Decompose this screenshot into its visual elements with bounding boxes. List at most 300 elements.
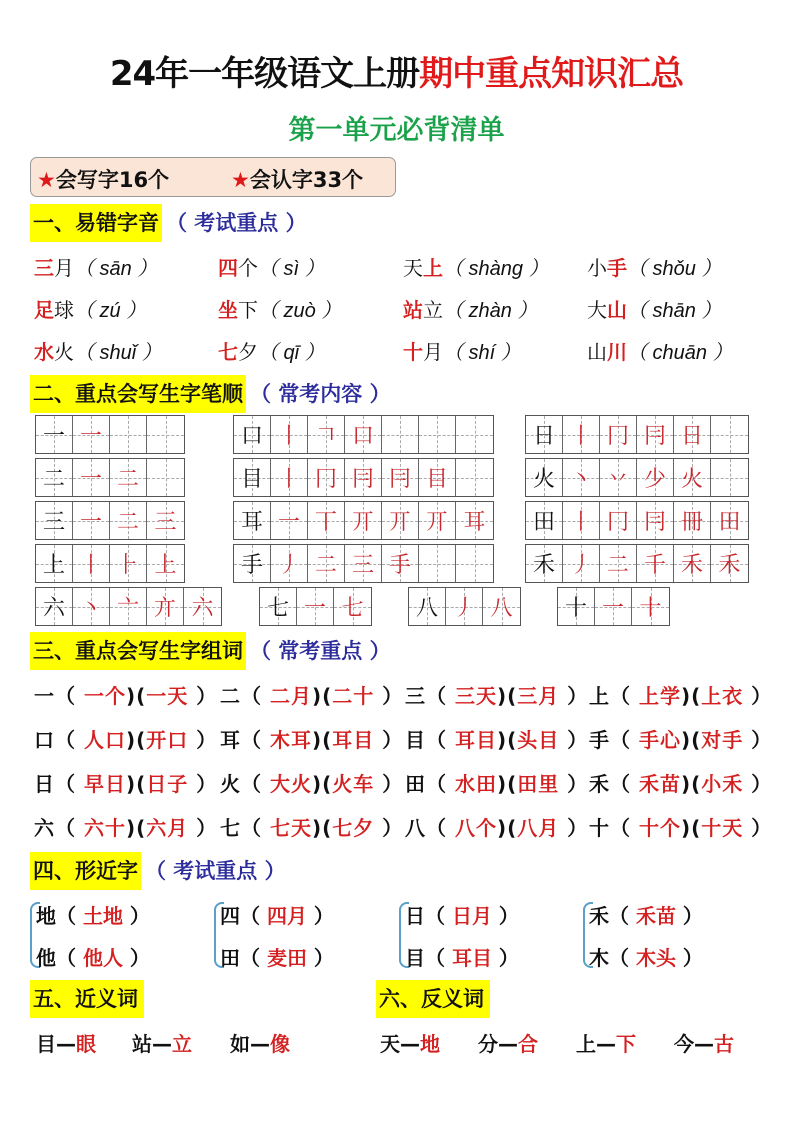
grid-cell-stroke bbox=[73, 588, 110, 625]
pinyin-char: 月 bbox=[423, 340, 443, 364]
stroke-grid-日 bbox=[525, 415, 749, 454]
stroke-step: 耳 bbox=[463, 510, 486, 535]
grid-cell-stroke bbox=[456, 545, 493, 582]
grid-cell-stroke bbox=[637, 459, 674, 496]
antonym-pair bbox=[674, 1028, 734, 1057]
word: 土地 bbox=[82, 904, 123, 928]
stroke-step: 丨 bbox=[569, 510, 592, 535]
stroke-step: 一 bbox=[303, 596, 326, 621]
word: 十个 bbox=[638, 816, 681, 840]
stroke-step: 日 bbox=[680, 424, 703, 449]
pinyin-item bbox=[587, 294, 721, 323]
grid-char: 口 bbox=[240, 424, 263, 449]
word-a: 上 bbox=[576, 1032, 596, 1056]
word: 禾苗 bbox=[635, 904, 676, 928]
base-char: 二 bbox=[220, 684, 241, 708]
pinyin-char: 山 bbox=[607, 298, 627, 322]
grid-cell-stroke bbox=[147, 588, 184, 625]
paren: （ bbox=[426, 728, 455, 752]
pinyin-char: 球 bbox=[54, 298, 74, 322]
dash: — bbox=[56, 1032, 76, 1056]
dash: — bbox=[694, 1032, 714, 1056]
paren: )( bbox=[496, 684, 518, 708]
pinyin-item bbox=[403, 336, 521, 365]
synonym-pair bbox=[36, 1028, 96, 1057]
word-group bbox=[405, 724, 588, 753]
grid-cell-stroke bbox=[110, 588, 147, 625]
paren: )( bbox=[680, 684, 702, 708]
grid-cell-stroke bbox=[271, 459, 308, 496]
word-b: 下 bbox=[616, 1032, 636, 1056]
stroke-step: 一 bbox=[277, 510, 300, 535]
word-group bbox=[220, 724, 403, 753]
paren: （ bbox=[425, 904, 452, 928]
grid-cell-char bbox=[234, 459, 271, 496]
word: 手心 bbox=[638, 728, 681, 752]
grid-char: 七 bbox=[266, 596, 289, 621]
paren: ） bbox=[188, 684, 218, 708]
paren: ） bbox=[122, 904, 150, 928]
word: 一个 bbox=[83, 684, 126, 708]
base-char: 六 bbox=[34, 816, 55, 840]
pinyin-char: 站 bbox=[403, 298, 423, 322]
word-group bbox=[405, 680, 588, 709]
pinyin-reading: （ shuǐ ） bbox=[74, 342, 162, 364]
word: 二月 bbox=[269, 684, 312, 708]
section-heading-6: 六、反义词 bbox=[376, 980, 490, 1018]
stroke-step: 三 bbox=[154, 510, 177, 535]
section-heading-3: 三、重点会写生字组词 （ 常考重点 ） bbox=[30, 632, 391, 670]
stroke-step: 冂 bbox=[314, 467, 337, 492]
word-group bbox=[589, 724, 772, 753]
stroke-step: 二 bbox=[116, 510, 139, 535]
stroke-step: 丷 bbox=[606, 467, 629, 492]
antonym-pair bbox=[380, 1028, 440, 1057]
grid-cell-stroke bbox=[456, 502, 493, 539]
grid-char: 一 bbox=[42, 424, 65, 449]
grid-cell-stroke bbox=[308, 416, 345, 453]
paren: )( bbox=[311, 816, 333, 840]
grid-cell-stroke bbox=[674, 545, 711, 582]
grid-cell-stroke bbox=[147, 459, 184, 496]
paren: （ bbox=[240, 946, 267, 970]
grid-cell-stroke bbox=[419, 459, 456, 496]
grid-cell-stroke bbox=[382, 545, 419, 582]
grid-cell-stroke bbox=[563, 416, 600, 453]
word: 耳目 bbox=[451, 946, 492, 970]
grid-cell-stroke bbox=[419, 545, 456, 582]
pinyin-char: 个 bbox=[238, 256, 258, 280]
grid-cell-stroke bbox=[711, 502, 748, 539]
stroke-step: 丨 bbox=[277, 467, 300, 492]
paren: ） bbox=[559, 816, 589, 840]
grid-cell-stroke bbox=[73, 545, 110, 582]
paren: ） bbox=[188, 816, 218, 840]
base-char: 禾 bbox=[589, 772, 610, 796]
word-a: 如 bbox=[230, 1032, 250, 1056]
paren: （ bbox=[241, 728, 270, 752]
paren: ） bbox=[675, 904, 703, 928]
pinyin-reading: （ shí ） bbox=[443, 342, 521, 364]
grid-char: 上 bbox=[42, 553, 65, 578]
stroke-step: 一 bbox=[79, 424, 102, 449]
stroke-grid-口 bbox=[233, 415, 494, 454]
base-char: 田 bbox=[405, 772, 426, 796]
paren: )( bbox=[496, 728, 518, 752]
grid-cell-stroke bbox=[419, 416, 456, 453]
word: 对手 bbox=[701, 728, 744, 752]
grid-cell-stroke bbox=[711, 416, 748, 453]
word-group bbox=[589, 812, 772, 841]
word: 八个 bbox=[454, 816, 497, 840]
pinyin-item bbox=[34, 294, 146, 323]
grid-cell-stroke bbox=[345, 416, 382, 453]
word: 十天 bbox=[701, 816, 744, 840]
stroke-step: 冃 bbox=[643, 510, 666, 535]
similar-item bbox=[589, 900, 703, 929]
stroke-step: 上 bbox=[154, 553, 177, 578]
write-count: ★会写字16个 bbox=[37, 168, 170, 192]
word-group bbox=[34, 768, 217, 797]
stroke-grid-二 bbox=[35, 458, 185, 497]
paren: （ bbox=[55, 816, 84, 840]
grid-cell-char bbox=[234, 416, 271, 453]
grid-cell-char bbox=[526, 459, 563, 496]
stroke-step: 丌 bbox=[351, 510, 374, 535]
paren: ） bbox=[491, 946, 519, 970]
pinyin-char: 坐 bbox=[218, 298, 238, 322]
stroke-step: 丶 bbox=[569, 467, 592, 492]
word-a: 分 bbox=[478, 1032, 498, 1056]
base-char: 他 bbox=[36, 946, 56, 970]
word-b: 立 bbox=[172, 1032, 192, 1056]
grid-cell-stroke bbox=[446, 588, 483, 625]
grid-cell-stroke bbox=[110, 502, 147, 539]
grid-cell-stroke bbox=[483, 588, 520, 625]
stroke-grid-八 bbox=[408, 587, 521, 626]
base-char: 一 bbox=[34, 684, 55, 708]
word-a: 天 bbox=[380, 1032, 400, 1056]
pinyin-char: 火 bbox=[54, 340, 74, 364]
word-group bbox=[589, 680, 772, 709]
grid-cell-stroke bbox=[637, 502, 674, 539]
pinyin-char: 水 bbox=[34, 340, 54, 364]
word-group bbox=[220, 768, 403, 797]
grid-cell-char bbox=[526, 416, 563, 453]
pinyin-reading: （ zhàn ） bbox=[443, 300, 538, 322]
page-subtitle: 第一单元必背清单 bbox=[288, 115, 505, 146]
stroke-step: 冃 bbox=[388, 467, 411, 492]
grid-cell-stroke bbox=[382, 459, 419, 496]
paren: （ bbox=[610, 728, 639, 752]
grid-cell-stroke bbox=[674, 459, 711, 496]
word: 六十 bbox=[83, 816, 126, 840]
pinyin-char: 手 bbox=[607, 256, 627, 280]
word: 四月 bbox=[266, 904, 307, 928]
pinyin-reading: （ zú ） bbox=[74, 300, 147, 322]
base-char: 十 bbox=[589, 816, 610, 840]
word: 上衣 bbox=[701, 684, 744, 708]
pinyin-item bbox=[587, 336, 733, 365]
paren: （ bbox=[241, 816, 270, 840]
word: 人口 bbox=[83, 728, 126, 752]
stroke-step: 禾 bbox=[680, 553, 703, 578]
base-char: 手 bbox=[589, 728, 610, 752]
grid-cell-stroke bbox=[637, 545, 674, 582]
stroke-grid-六 bbox=[35, 587, 222, 626]
paren: ） bbox=[743, 772, 773, 796]
grid-cell-stroke bbox=[271, 502, 308, 539]
grid-cell-stroke bbox=[456, 459, 493, 496]
grid-cell-stroke bbox=[563, 502, 600, 539]
grid-char: 火 bbox=[532, 467, 555, 492]
pinyin-char: 十 bbox=[403, 340, 423, 364]
stroke-step: 冃 bbox=[643, 424, 666, 449]
stroke-step: 丨 bbox=[569, 424, 592, 449]
word-b: 像 bbox=[270, 1032, 290, 1056]
stroke-step: 冂 bbox=[606, 424, 629, 449]
paren: )( bbox=[125, 684, 147, 708]
grid-char: 田 bbox=[532, 510, 555, 535]
pinyin-char: 立 bbox=[423, 298, 443, 322]
character-count-box bbox=[30, 157, 396, 197]
stroke-step: 丿 bbox=[569, 553, 592, 578]
grid-cell-stroke bbox=[674, 416, 711, 453]
word: 八月 bbox=[517, 816, 560, 840]
stroke-step: 二 bbox=[116, 467, 139, 492]
grid-char: 耳 bbox=[240, 510, 263, 535]
pinyin-reading: （ shàng ） bbox=[443, 258, 549, 280]
base-char: 地 bbox=[36, 904, 56, 928]
word-group bbox=[220, 812, 403, 841]
pinyin-char: 山 bbox=[587, 340, 607, 364]
word: 大火 bbox=[269, 772, 312, 796]
paren: ） bbox=[122, 946, 150, 970]
stroke-step: 二 bbox=[606, 553, 629, 578]
similar-item bbox=[220, 942, 334, 971]
page-title bbox=[0, 46, 793, 95]
word: 木头 bbox=[635, 946, 676, 970]
pinyin-char: 月 bbox=[54, 256, 74, 280]
stroke-step: 田 bbox=[718, 510, 741, 535]
stroke-grid-耳 bbox=[233, 501, 494, 540]
paren: ） bbox=[188, 772, 218, 796]
stroke-step: 𠃍 bbox=[314, 424, 337, 449]
paren: （ bbox=[241, 684, 270, 708]
grid-char: 八 bbox=[415, 596, 438, 621]
base-char: 目 bbox=[405, 728, 426, 752]
grid-cell-stroke bbox=[345, 502, 382, 539]
grid-cell-stroke bbox=[334, 588, 371, 625]
stroke-step: 手 bbox=[388, 553, 411, 578]
grid-cell-stroke bbox=[600, 502, 637, 539]
stroke-step: 三 bbox=[351, 553, 374, 578]
paren: （ bbox=[610, 772, 639, 796]
paren: ） bbox=[374, 816, 404, 840]
grid-cell-stroke bbox=[711, 545, 748, 582]
base-char: 七 bbox=[220, 816, 241, 840]
paren: )( bbox=[680, 728, 702, 752]
grid-cell-stroke bbox=[382, 502, 419, 539]
paren: )( bbox=[125, 816, 147, 840]
base-char: 日 bbox=[34, 772, 55, 796]
word: 水田 bbox=[454, 772, 497, 796]
paren: （ bbox=[426, 772, 455, 796]
stroke-grid-一 bbox=[35, 415, 185, 454]
grid-cell-stroke bbox=[110, 416, 147, 453]
similar-item bbox=[36, 900, 150, 929]
pinyin-item bbox=[34, 336, 162, 365]
word-b: 眼 bbox=[76, 1032, 96, 1056]
grid-cell-stroke bbox=[563, 459, 600, 496]
pinyin-char: 下 bbox=[238, 298, 258, 322]
stroke-step: 一 bbox=[79, 467, 102, 492]
pinyin-reading: （ zuò ） bbox=[258, 300, 342, 322]
pinyin-char: 七 bbox=[218, 340, 238, 364]
word: 日月 bbox=[451, 904, 492, 928]
grid-cell-stroke bbox=[110, 459, 147, 496]
stroke-step: 八 bbox=[490, 596, 513, 621]
word: 七天 bbox=[269, 816, 312, 840]
stroke-step: 千 bbox=[643, 553, 666, 578]
base-char: 三 bbox=[405, 684, 426, 708]
stroke-step: ⺊ bbox=[116, 553, 139, 578]
word: 木耳 bbox=[269, 728, 312, 752]
grid-cell-stroke bbox=[345, 459, 382, 496]
word: 三月 bbox=[517, 684, 560, 708]
title-red-part: 期中重点知识汇总 bbox=[419, 54, 684, 94]
pinyin-item bbox=[587, 252, 721, 281]
synonym-pair bbox=[230, 1028, 290, 1057]
stroke-step: 口 bbox=[351, 424, 374, 449]
word: 二十 bbox=[332, 684, 375, 708]
paren: ） bbox=[188, 728, 218, 752]
base-char: 口 bbox=[34, 728, 55, 752]
dash: — bbox=[596, 1032, 616, 1056]
star-icon: ★ bbox=[37, 168, 56, 192]
stroke-grid-火 bbox=[525, 458, 749, 497]
antonym-pair bbox=[576, 1028, 636, 1057]
word-b: 古 bbox=[714, 1032, 734, 1056]
similar-item bbox=[405, 942, 519, 971]
grid-cell-char bbox=[36, 502, 73, 539]
grid-char: 三 bbox=[42, 510, 65, 535]
word: 开口 bbox=[146, 728, 189, 752]
similar-item bbox=[220, 900, 334, 929]
paren: （ bbox=[610, 816, 639, 840]
stroke-step: 少 bbox=[643, 467, 666, 492]
paren: ） bbox=[559, 684, 589, 708]
word: 一天 bbox=[146, 684, 189, 708]
grid-cell-stroke bbox=[147, 416, 184, 453]
grid-cell-stroke bbox=[419, 502, 456, 539]
dash: — bbox=[400, 1032, 420, 1056]
base-char: 目 bbox=[405, 946, 425, 970]
pinyin-reading: （ chuān ） bbox=[627, 342, 733, 364]
paren: )( bbox=[311, 728, 333, 752]
grid-cell-stroke bbox=[147, 545, 184, 582]
title-black-part: 24年一年级语文上册 bbox=[109, 54, 420, 94]
word: 日子 bbox=[146, 772, 189, 796]
grid-cell-stroke bbox=[271, 416, 308, 453]
grid-cell-char bbox=[558, 588, 595, 625]
word-group bbox=[405, 812, 588, 841]
stroke-grid-目 bbox=[233, 458, 494, 497]
pinyin-char: 上 bbox=[423, 256, 443, 280]
grid-cell-stroke bbox=[110, 545, 147, 582]
grid-cell-stroke bbox=[297, 588, 334, 625]
grid-cell-stroke bbox=[271, 545, 308, 582]
grid-cell-char bbox=[526, 502, 563, 539]
word-b: 地 bbox=[420, 1032, 440, 1056]
word: 耳目 bbox=[454, 728, 497, 752]
grid-char: 禾 bbox=[532, 553, 555, 578]
grid-cell-stroke bbox=[147, 502, 184, 539]
word: 火车 bbox=[332, 772, 375, 796]
stroke-step: 火 bbox=[680, 467, 703, 492]
grid-cell-stroke bbox=[600, 545, 637, 582]
base-char: 火 bbox=[220, 772, 241, 796]
grid-cell-char bbox=[260, 588, 297, 625]
word: 禾苗 bbox=[638, 772, 681, 796]
similar-item bbox=[405, 900, 519, 929]
grid-cell-char bbox=[36, 416, 73, 453]
pinyin-item bbox=[403, 252, 549, 281]
word: 耳目 bbox=[332, 728, 375, 752]
stroke-step: 冂 bbox=[606, 510, 629, 535]
pinyin-item bbox=[403, 294, 537, 323]
stroke-step: 目 bbox=[425, 467, 448, 492]
pinyin-char: 大 bbox=[587, 298, 607, 322]
pinyin-reading: （ sān ） bbox=[74, 258, 158, 280]
stroke-grid-上 bbox=[35, 544, 185, 583]
grid-cell-stroke bbox=[382, 416, 419, 453]
base-char: 木 bbox=[589, 946, 609, 970]
base-char: 耳 bbox=[220, 728, 241, 752]
grid-char: 日 bbox=[532, 424, 555, 449]
grid-cell-stroke bbox=[345, 545, 382, 582]
grid-char: 手 bbox=[240, 553, 263, 578]
paren: （ bbox=[426, 684, 455, 708]
paren: （ bbox=[426, 816, 455, 840]
stroke-grid-禾 bbox=[525, 544, 749, 583]
similar-item bbox=[36, 942, 150, 971]
dash: — bbox=[250, 1032, 270, 1056]
paren: )( bbox=[496, 772, 518, 796]
pinyin-item bbox=[218, 294, 341, 323]
word: 上学 bbox=[638, 684, 681, 708]
paren: ） bbox=[491, 904, 519, 928]
grid-char: 二 bbox=[42, 467, 65, 492]
paren: )( bbox=[125, 772, 147, 796]
paren: ） bbox=[675, 946, 703, 970]
grid-cell-stroke bbox=[600, 416, 637, 453]
paren: （ bbox=[425, 946, 452, 970]
paren: )( bbox=[311, 772, 333, 796]
paren: （ bbox=[55, 728, 84, 752]
paren: )( bbox=[311, 684, 333, 708]
stroke-step: 丿 bbox=[452, 596, 475, 621]
word: 头目 bbox=[517, 728, 560, 752]
stroke-step: 禾 bbox=[718, 553, 741, 578]
grid-cell-char bbox=[36, 459, 73, 496]
pinyin-char: 四 bbox=[218, 256, 238, 280]
word: 三天 bbox=[454, 684, 497, 708]
stroke-grid-手 bbox=[233, 544, 494, 583]
grid-cell-stroke bbox=[184, 588, 221, 625]
synonym-pair bbox=[132, 1028, 192, 1057]
pinyin-reading: （ qī ） bbox=[258, 342, 325, 364]
